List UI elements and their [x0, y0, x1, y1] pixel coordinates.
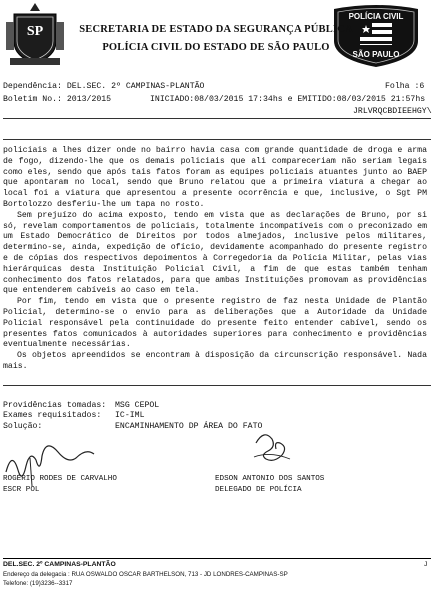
- historico-text: [3, 146, 427, 373]
- exames-label: Exames requisitados:: [3, 411, 102, 420]
- footer-unit: DEL.SEC. 2º CAMPINAS-PLANTÃO: [3, 561, 116, 568]
- footer-corner-mark: J: [424, 561, 428, 568]
- solucao-label: Solução:: [3, 422, 43, 431]
- meta-iniciado-emitido: INICIADO:08/03/2015 17:34hs e EMITIDO:08/03/2015 21:57hs: [150, 95, 426, 104]
- svg-text:SP: SP: [26, 24, 44, 39]
- footer-divider: [3, 558, 431, 559]
- exames-value: IC-IML: [115, 411, 145, 420]
- header-divider: [3, 118, 431, 119]
- header-secretaria-title: SECRETARIA DE ESTADO DA SEGURANÇA PÚBLICA: [79, 24, 353, 35]
- meta-codigo: JRLVRQCBDIEEHGY\: [353, 107, 432, 116]
- sao-paulo-coat-of-arms-logo: [4, 2, 66, 68]
- historico-paragraph-2: Sem prejuízo do acima exposto, tendo em vista que as declarações de Bruno, por si só, revelam comportamentos de policiais, totalmente incompatíveis com o preconizado em um Estado Democrático de Direitos por todos almejados, inclusive pelos militares, determino-se, ainda, expedição de ofício, devidamente acompanhado do presente registro e de cópias dos respectivos depoimentos à Corregedoria da Polícia Militar, pelas vias hierárquicas desta Instituição Policial Civil, a fim de que estas também tenham conhecimento dos fatos relatados, para que ambas Instituições promovam as providências que entenderem cabíveis ao caso em tela.: [3, 210, 427, 296]
- signatory-right-role: DELEGADO DE POLÍCIA: [215, 486, 302, 494]
- historico-paragraph-4: Os objetos apreendidos se encontram à disposição da circunscrição responsável. Nada mais.: [3, 351, 427, 371]
- meta-folha: Folha :6: [385, 82, 425, 91]
- footer-phone: Telefone: (19)3236--3317: [3, 580, 73, 587]
- policia-civil-badge-logo: [330, 3, 422, 69]
- signatory-left-name: ROGÉRIO RODES DE CARVALHO: [3, 475, 117, 483]
- svg-text:SÃO PAULO: SÃO PAULO: [352, 50, 400, 59]
- header-policia-civil-title: POLÍCIA CIVIL DO ESTADO DE SÃO PAULO: [102, 42, 330, 53]
- svg-text:POLÍCIA CIVIL: POLÍCIA CIVIL: [348, 12, 404, 21]
- signatory-left-role: ESCR POL: [3, 486, 40, 494]
- providencias-label: Providências tomadas:: [3, 401, 107, 410]
- signatory-right-name: EDSON ANTONIO DOS SANTOS: [215, 475, 325, 483]
- providencias-value: MSG CEPOL: [115, 401, 160, 410]
- meta-boletim: Boletim No.: 2013/2015: [3, 95, 112, 104]
- details-divider: [3, 385, 431, 386]
- historico-paragraph-3: Por fim, tendo em vista que o presente registro de faz nesta Unidade de Plantão Policial, determino-se o envio para as deliberações que a Autoridade da Unidade Policial responsável pela continuidade do presente feito entender cabível, sendo os presentes fatos comunicados à autoridades superiores para conhecimento e providências eventualmente necessárias.: [3, 297, 427, 350]
- body-top-divider: [3, 139, 431, 140]
- historico-paragraph-1: policiais a lhes dizer onde no bairro havia casa com grande quantidade de droga e arma de fogo, dizendo-lhe que os demais policiais que ali compareceriam não seriam legais como eles, sendo que após tais fatos foram as equipes policiais atuantes junto ao BAEP que apontaram no local, sendo que Bruno relatou que a primeira viatura a chegar ao local foi a viatura que apresentou a presente ocorrência e que, inclusive, o Sgt PM Bortolozzo desferiu-lhe um tapa no rosto.: [3, 146, 427, 209]
- footer-address: Endereço da delegacia : RUA OSWALDO OSCAR BARTHELSON, 713 - JD LONDRES-CAMPINAS-SP: [3, 571, 288, 578]
- meta-dependencia: Dependência: DEL.SEC. 2º CAMPINAS-PLANTÃO: [3, 82, 205, 91]
- solucao-value: ENCAMINHAMENTO DP ÁREA DO FATO: [115, 422, 263, 431]
- right-handwritten-signature: [246, 425, 306, 465]
